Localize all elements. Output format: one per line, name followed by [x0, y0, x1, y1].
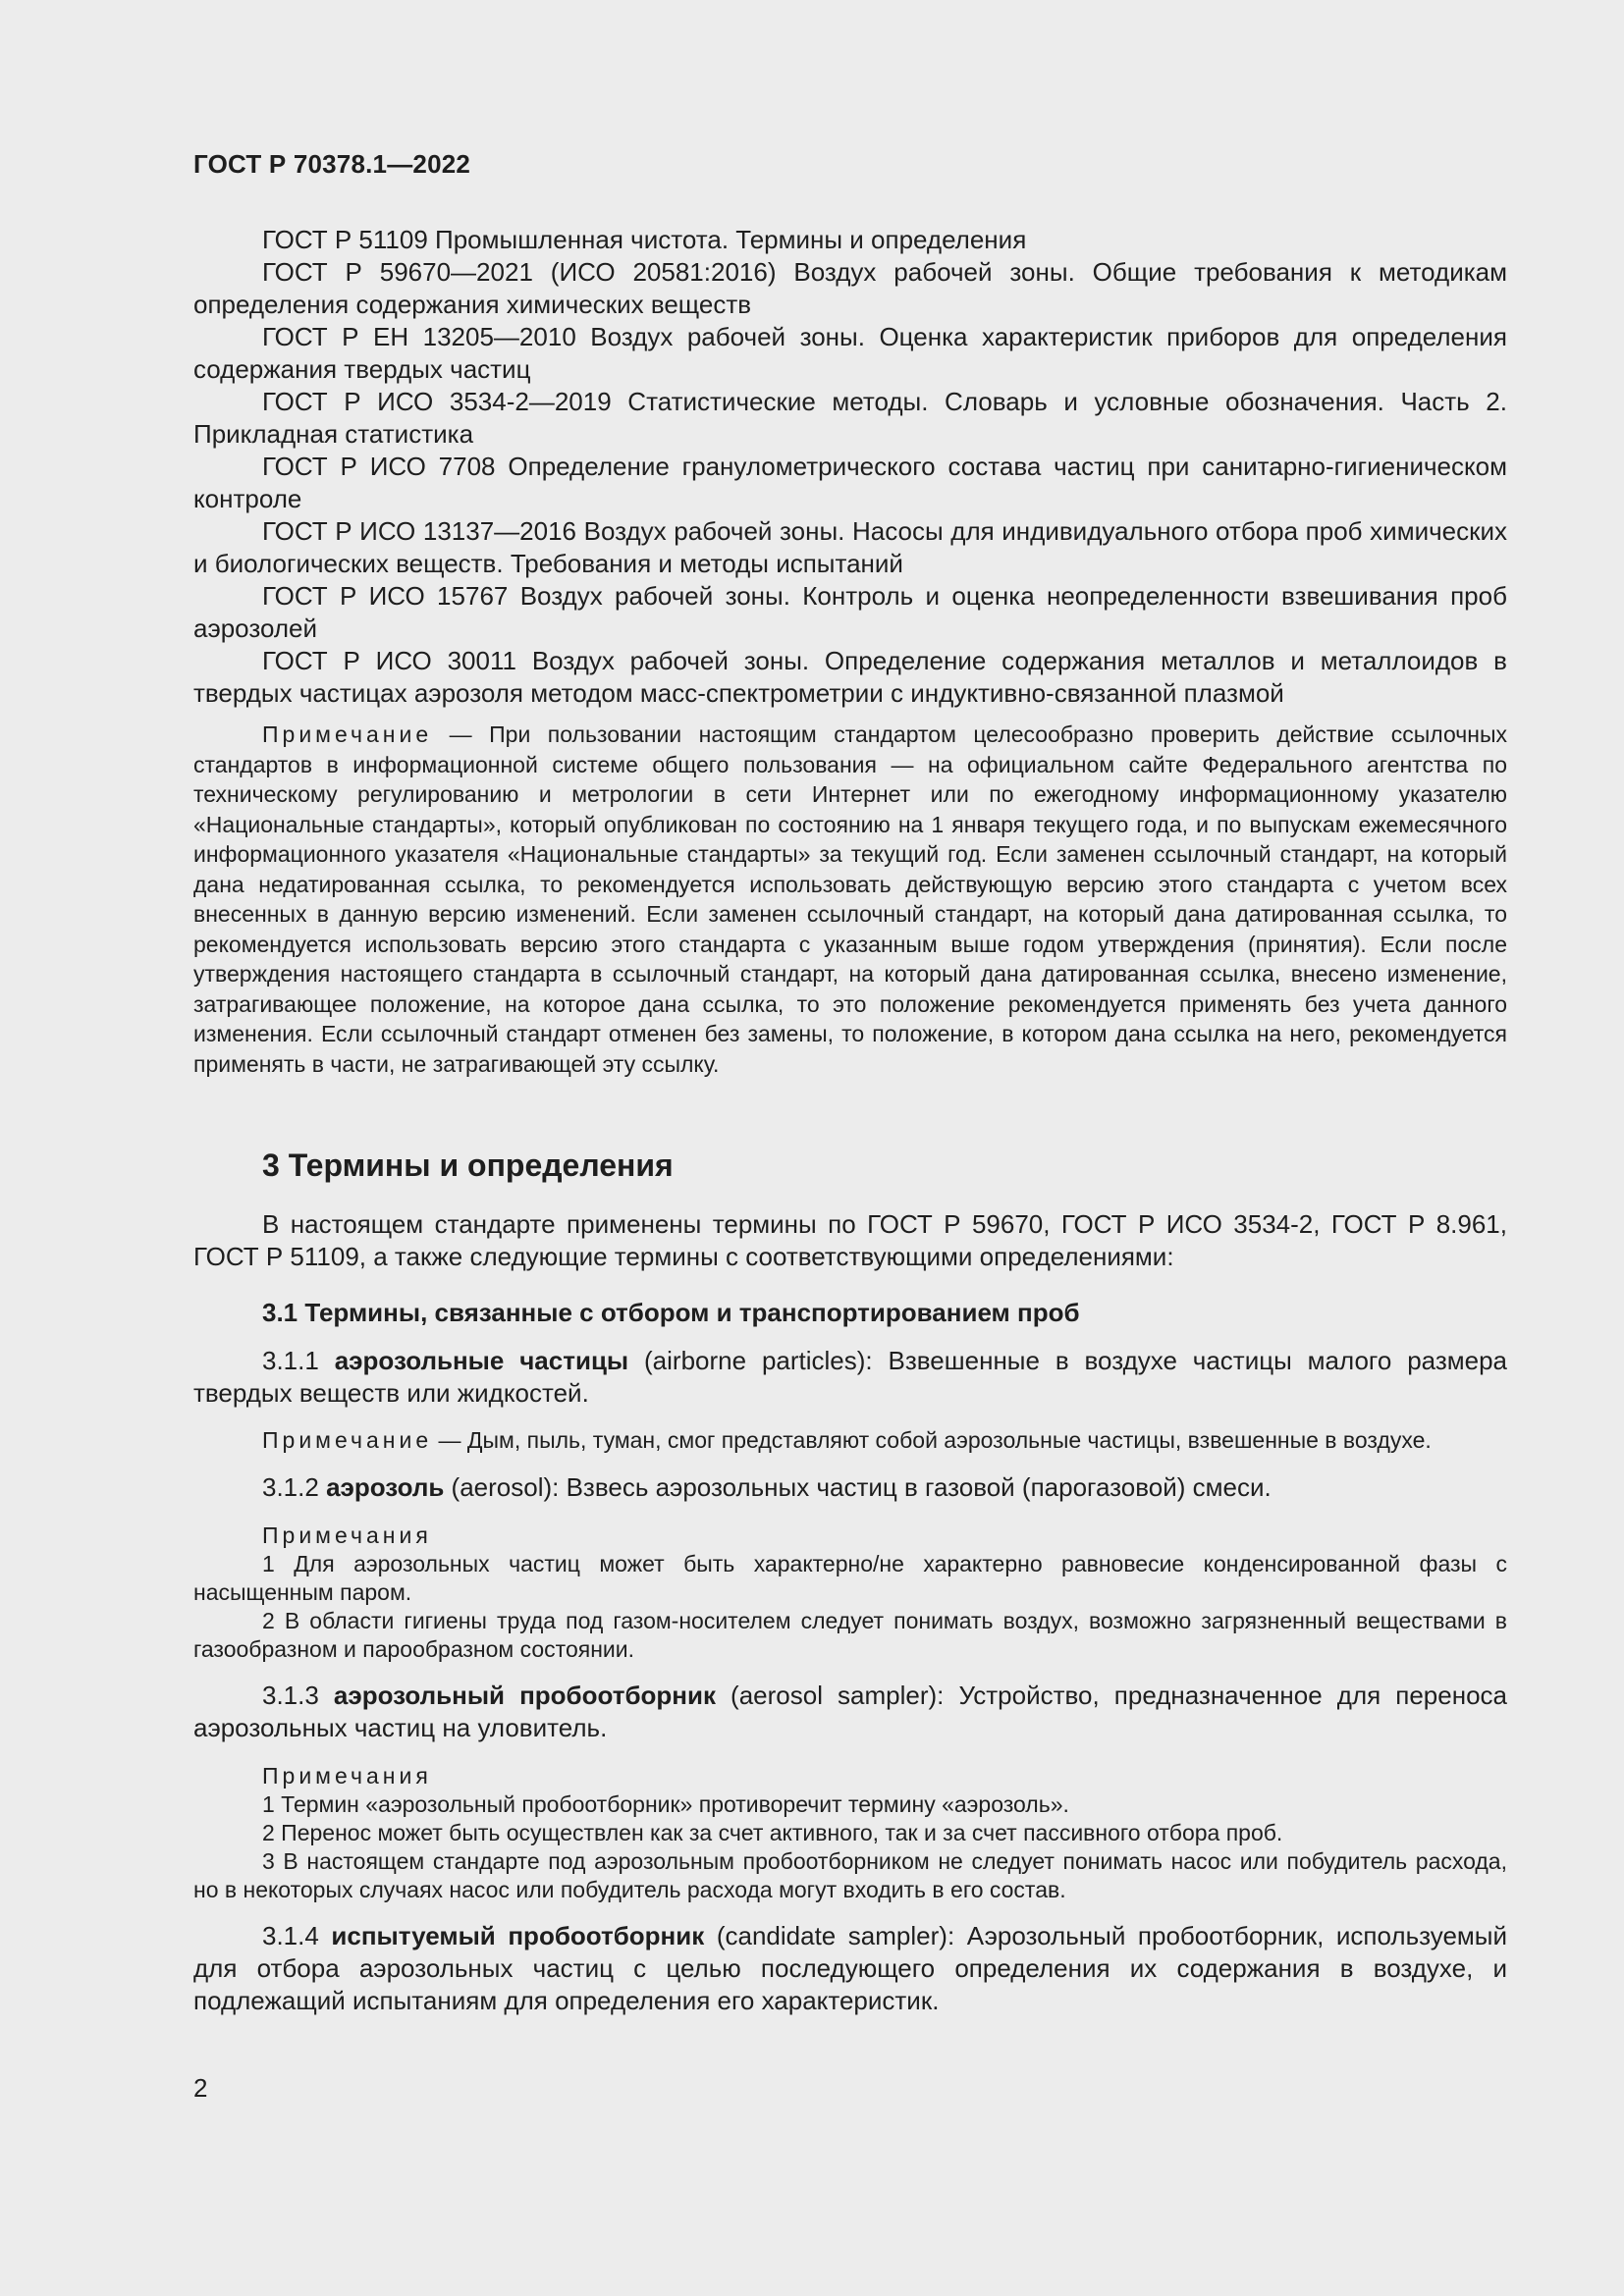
document-header: ГОСТ Р 70378.1—2022 — [193, 149, 471, 179]
references-list — [193, 224, 1507, 710]
term-3-1-2: 3.1.2 аэрозоль (aerosol): Взвесь аэрозольных частиц в газовой (парогазовой) смеси. — [262, 1471, 1272, 1502]
note-3-1-1: Примечание — Дым, пыль, туман, смог представляют собой аэрозольные частицы, взвешенные в воздухе. — [262, 1427, 1432, 1453]
term-name: испытуемый пробоотборник — [331, 1920, 705, 1950]
note-item: 2 Перенос может быть осуществлен как за счет активного, так и за счет пассивного отбора проб. — [262, 1819, 1283, 1845]
term-3-1-4: 3.1.4 испытуемый пробоотборник (candidate sampler): Аэрозольный пробоотборник, используемый для отбора аэрозольных частиц с целью последующего определения их содержания в воздухе, и подлежащий испытаниям для определения его характеристик. — [193, 1920, 1507, 2015]
reference-item: ГОСТ Р ИСО 3534-2—2019 Статистические методы. Словарь и условные обозначения. Часть 2. Прикладная статистика — [193, 387, 1507, 449]
reference-item: ГОСТ Р ИСО 15767 Воздух рабочей зоны. Контроль и оценка неопределенности взвешивания проб аэрозолей — [193, 581, 1507, 643]
term-name: аэрозольные частицы — [334, 1346, 629, 1375]
page-content — [193, 224, 1507, 2017]
reference-item: ГОСТ Р ЕН 13205—2010 Воздух рабочей зоны. Оценка характеристик приборов для определения содержания твердых частиц — [193, 322, 1507, 384]
term-name: аэрозольный пробоотборник — [333, 1680, 716, 1710]
note-label: Примечание — [262, 721, 433, 747]
references-note: Примечание — При пользовании настоящим стандартом целесообразно проверить действие ссылочных стандартов в информационной системе общего пользования — на официальном сайте Федерального агентства по техническому регулированию и метрологии в сети Интернет или по ежегодному информационному указателю «Национальные стандарты», который опубликован по состоянию на 1 января текущего года, и по выпускам ежемесячного информационного указателя «Национальные стандарты» за текущий год. Если заменен ссылочный стандарт, на который дана недатированная ссылка, то рекомендуется использовать действующую версию этого стандарта с учетом всех внесенных в данную версию изменений. Если заменен ссылочный стандарт, на который дана датированная ссылка, то рекомендуется использовать версию этого стандарта с указанным выше годом утверждения (принятия). Если после утверждения настоящего стандарта в ссылочный стандарт, на который дана датированная ссылка, внесено изменение, затрагивающее положение, на которое дана ссылка, то это положение рекомендуется применять без учета данного изменения. Если ссылочный стандарт отменен без замены, то положение, в котором дана ссылка на него, рекомендуется применять в части, не затрагивающей эту ссылку. — [193, 721, 1507, 1077]
section-intro: В настоящем стандарте применены термины по ГОСТ Р 59670, ГОСТ Р ИСО 3534-2, ГОСТ Р 8.961, ГОСТ Р 51109, а также следующие термины с соответствующими определениями: — [193, 1209, 1507, 1271]
note-item: 1 Термин «аэрозольный пробоотборник» противоречит термину «аэрозоль». — [262, 1790, 1069, 1817]
section-title: 3 Термины и определения — [262, 1148, 674, 1183]
subsection-title: 3.1 Термины, связанные с отбором и транспортированием проб — [262, 1298, 1080, 1327]
reference-item: ГОСТ Р ИСО 30011 Воздух рабочей зоны. Определение содержания металлов и металлоидов в твердых частицах аэрозоля методом масс-спектрометрии с индуктивно-связанной плазмой — [193, 646, 1507, 708]
term-name: аэрозоль — [326, 1471, 445, 1502]
notes-label: Примечания — [262, 1762, 432, 1789]
note-item: 3 В настоящем стандарте под аэрозольным пробоотборником не следует понимать насос или побудитель расхода, но в некоторых случаях насос или побудитель расхода могут входить в его состав. — [193, 1847, 1507, 1902]
reference-item: ГОСТ Р 51109 Промышленная чистота. Термины и определения — [262, 225, 1027, 254]
note-item: 2 В области гигиены труда под газом-носителем следует понимать воздух, возможно загрязненный веществами в газообразном и парообразном состоянии. — [193, 1607, 1507, 1662]
term-3-1-1: 3.1.1 аэрозольные частицы (airborne particles): Взвешенные в воздухе частицы малого размера твердых веществ или жидкостей. — [193, 1346, 1507, 1408]
note-item: 1 Для аэрозольных частиц может быть характерно/не характерно равновесие конденсированной фазы с насыщенным паром. — [193, 1550, 1507, 1605]
reference-item: ГОСТ Р ИСО 7708 Определение гранулометрического состава частиц при санитарно-гигиеническом контроле — [193, 452, 1508, 513]
term-3-1-3: 3.1.3 аэрозольный пробоотборник (aerosol sampler): Устройство, предназначенное для переноса аэрозольных частиц на уловитель. — [193, 1680, 1507, 1742]
reference-item: ГОСТ Р 59670—2021 (ИСО 20581:2016) Воздух рабочей зоны. Общие требования к методикам определения содержания химических веществ — [193, 257, 1508, 319]
notes-label: Примечания — [262, 1522, 432, 1548]
page-number: 2 — [193, 2073, 208, 2103]
reference-item: ГОСТ Р ИСО 13137—2016 Воздух рабочей зоны. Насосы для индивидуального отбора проб химических и биологических веществ. Требования и методы испытаний — [193, 516, 1507, 578]
note-text: При пользовании настоящим стандартом целесообразно проверить действие ссылочных стандартов в информационной системе общего пользования — на официальном сайте Федерального агентства по техническому регулированию и метрологии в сети Интернет или по ежегодному информационному указателю «Национальные стандарты», который опубликован по состоянию на 1 января текущего года, и по выпускам ежемесячного информационного указателя «Национальные стандарты» за текущий год. Если заменен ссылочный стандарт, на который дана недатированная ссылка, то рекомендуется использовать действующую версию этого стандарта с учетом всех внесенных в данную версию изменений. Если заменен ссылочный стандарт, на который дана датированная ссылка, то рекомендуется использовать версию этого стандарта с указанным выше годом утверждения (принятия). Если после утверждения настоящего стандарта в ссылочный стандарт, на который дана датированная ссылка, внесено изменение, затрагивающее положение, на которое дана ссылка, то это положение рекомендуется применять без учета данного изменения. Если ссылочный стандарт отменен без замены, то положение, в котором дана ссылка на него, рекомендуется применять в части, не затрагивающей эту ссылку. — [193, 721, 1507, 1077]
note-label: Примечание — [262, 1427, 433, 1453]
